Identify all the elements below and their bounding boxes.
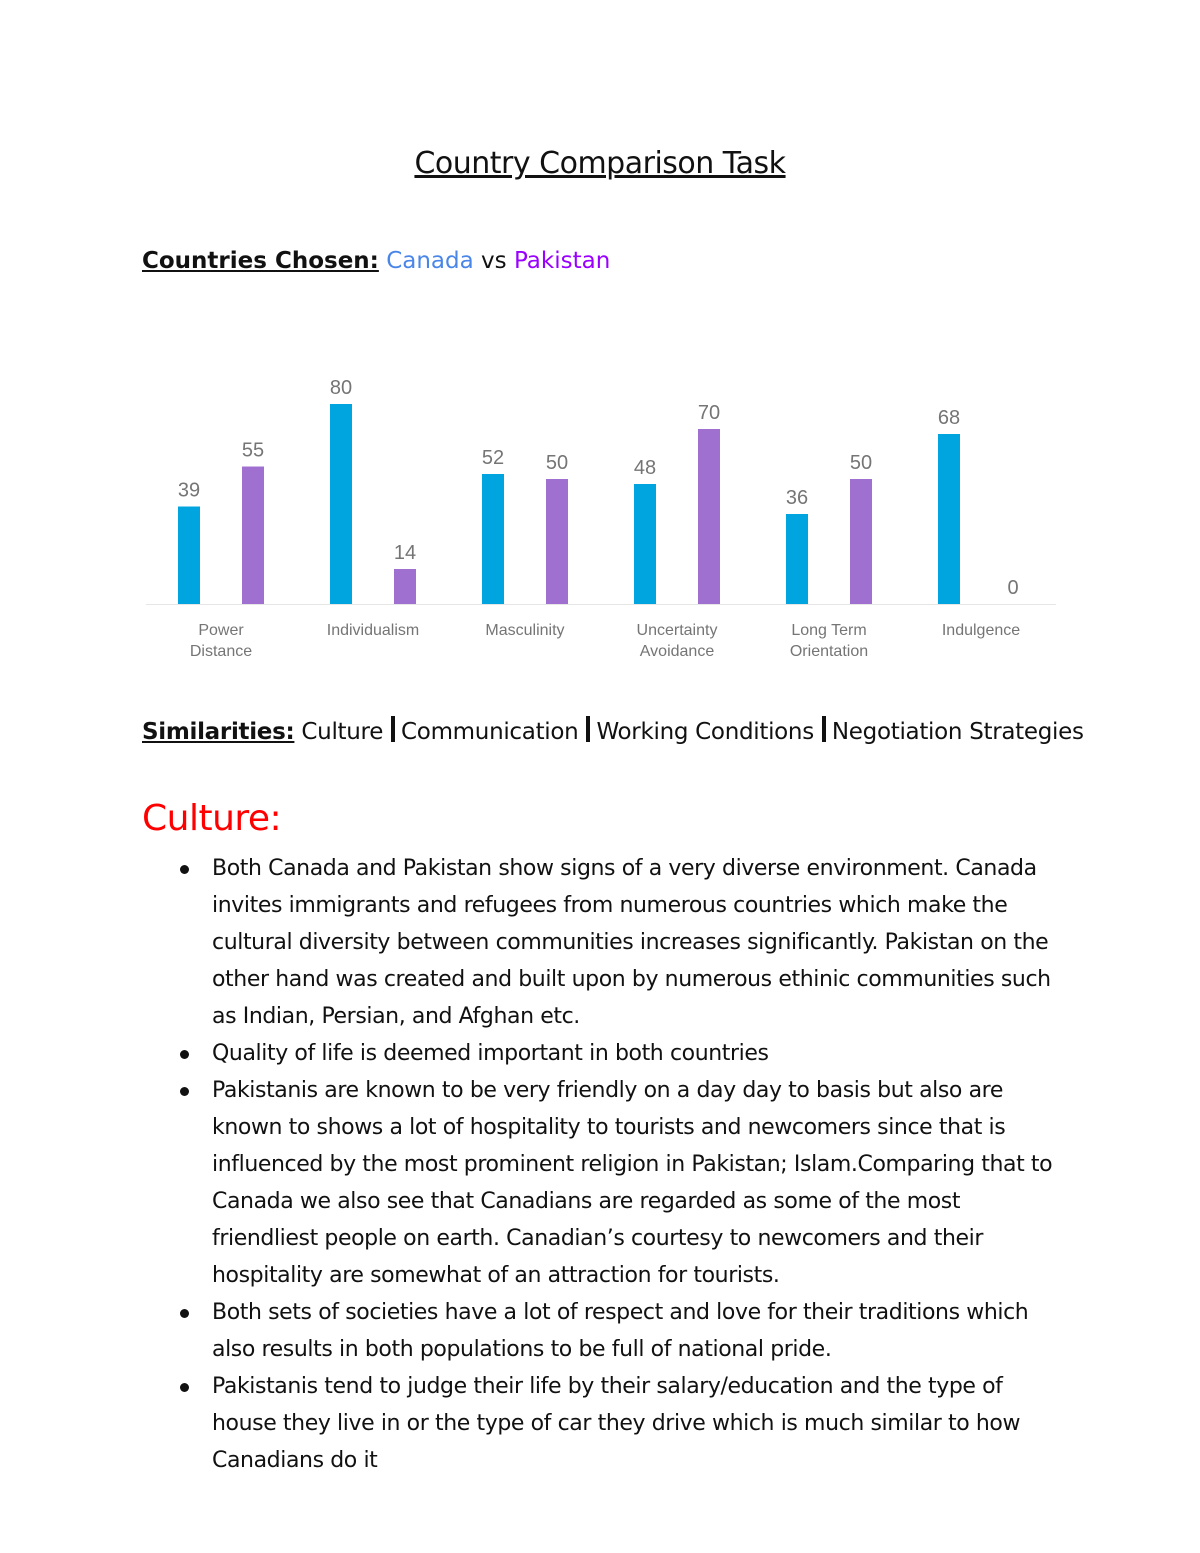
bar-pakistan bbox=[394, 569, 416, 604]
separator-bar bbox=[586, 716, 590, 742]
country-a: Canada bbox=[386, 248, 474, 274]
data-label: 80 bbox=[329, 377, 353, 399]
countries-chosen-line bbox=[142, 248, 610, 274]
bar-canada bbox=[938, 434, 960, 604]
data-label: 48 bbox=[633, 457, 657, 479]
bar-canada bbox=[330, 404, 352, 604]
category-tick-label: Power Distance bbox=[189, 622, 253, 660]
data-label: 50 bbox=[545, 452, 569, 474]
bar-pakistan bbox=[850, 479, 872, 604]
bar-canada bbox=[178, 507, 200, 605]
data-label: 14 bbox=[393, 542, 417, 564]
countries-chosen-label: Countries Chosen: bbox=[142, 248, 379, 274]
category-tick-label: Uncertainty Avoidance bbox=[636, 622, 718, 660]
list-item: Pakistanis tend to judge their life by their salary/education and the type of house they live in or the type of car they drive which is much similar to how Canadians do it bbox=[212, 1368, 1072, 1479]
vs-text: vs bbox=[481, 248, 507, 274]
category-tick-label: Indulgence bbox=[941, 622, 1021, 639]
data-label: 70 bbox=[697, 402, 721, 424]
category-tick-label: Long Term Orientation bbox=[789, 622, 869, 660]
data-label: 52 bbox=[481, 447, 505, 469]
data-label: 68 bbox=[937, 407, 961, 429]
list-item: Both sets of societies have a lot of respect and love for their traditions which also results in both populations to be full of national pride. bbox=[212, 1294, 1072, 1368]
culture-heading: Culture: bbox=[142, 798, 282, 839]
list-item: Pakistanis are known to be very friendly on a day day to basis but also are known to shows a lot of hospitality to tourists and newcomers since that is influenced by the most prominent religion in Pakistan; Islam.Comparing that to Canada we also see that Canadians are regarded as some of the most friendliest people on earth. Canadian’s courtesy to newcomers and their hospitality are somewhat of an attraction for tourists. bbox=[212, 1072, 1072, 1294]
culture-bullet-list bbox=[212, 850, 1072, 1479]
bar-canada bbox=[786, 514, 808, 604]
separator-bar bbox=[391, 716, 395, 742]
list-item: Quality of life is deemed important in both countries bbox=[212, 1035, 1072, 1072]
similarity-item: Culture bbox=[301, 719, 384, 745]
country-b: Pakistan bbox=[513, 248, 611, 274]
bar-pakistan bbox=[698, 429, 720, 604]
list-item: Both Canada and Pakistan show signs of a very diverse environment. Canada invites immigrants and refugees from numerous countries which make the cultural diversity between communities increases significantly. Pakistan on the other hand was created and built upon by numerous ethinic communities such as Indian, Persian, and Afghan etc. bbox=[212, 850, 1072, 1035]
similarity-item: Negotiation Strategies bbox=[831, 719, 1084, 745]
page-title: Country Comparison Task bbox=[414, 146, 786, 181]
data-label: 39 bbox=[177, 479, 201, 502]
similarity-item: Working Conditions bbox=[596, 719, 814, 745]
category-tick-label: Masculinity bbox=[485, 622, 565, 639]
similarities-line bbox=[142, 716, 1084, 745]
similarity-item: Communication bbox=[401, 719, 579, 745]
bar-pakistan bbox=[242, 467, 264, 605]
data-label: 36 bbox=[785, 487, 809, 509]
data-label: 0 bbox=[1007, 577, 1019, 599]
data-label: 50 bbox=[849, 452, 873, 474]
similarities-label: Similarities: bbox=[142, 719, 295, 745]
bar-canada bbox=[634, 484, 656, 604]
comparison-bar-chart bbox=[140, 360, 1060, 670]
category-tick-label: Individualism bbox=[326, 622, 420, 639]
data-label: 55 bbox=[241, 439, 265, 462]
bar-canada bbox=[482, 474, 504, 604]
bar-pakistan bbox=[546, 479, 568, 604]
separator-bar bbox=[822, 716, 826, 742]
